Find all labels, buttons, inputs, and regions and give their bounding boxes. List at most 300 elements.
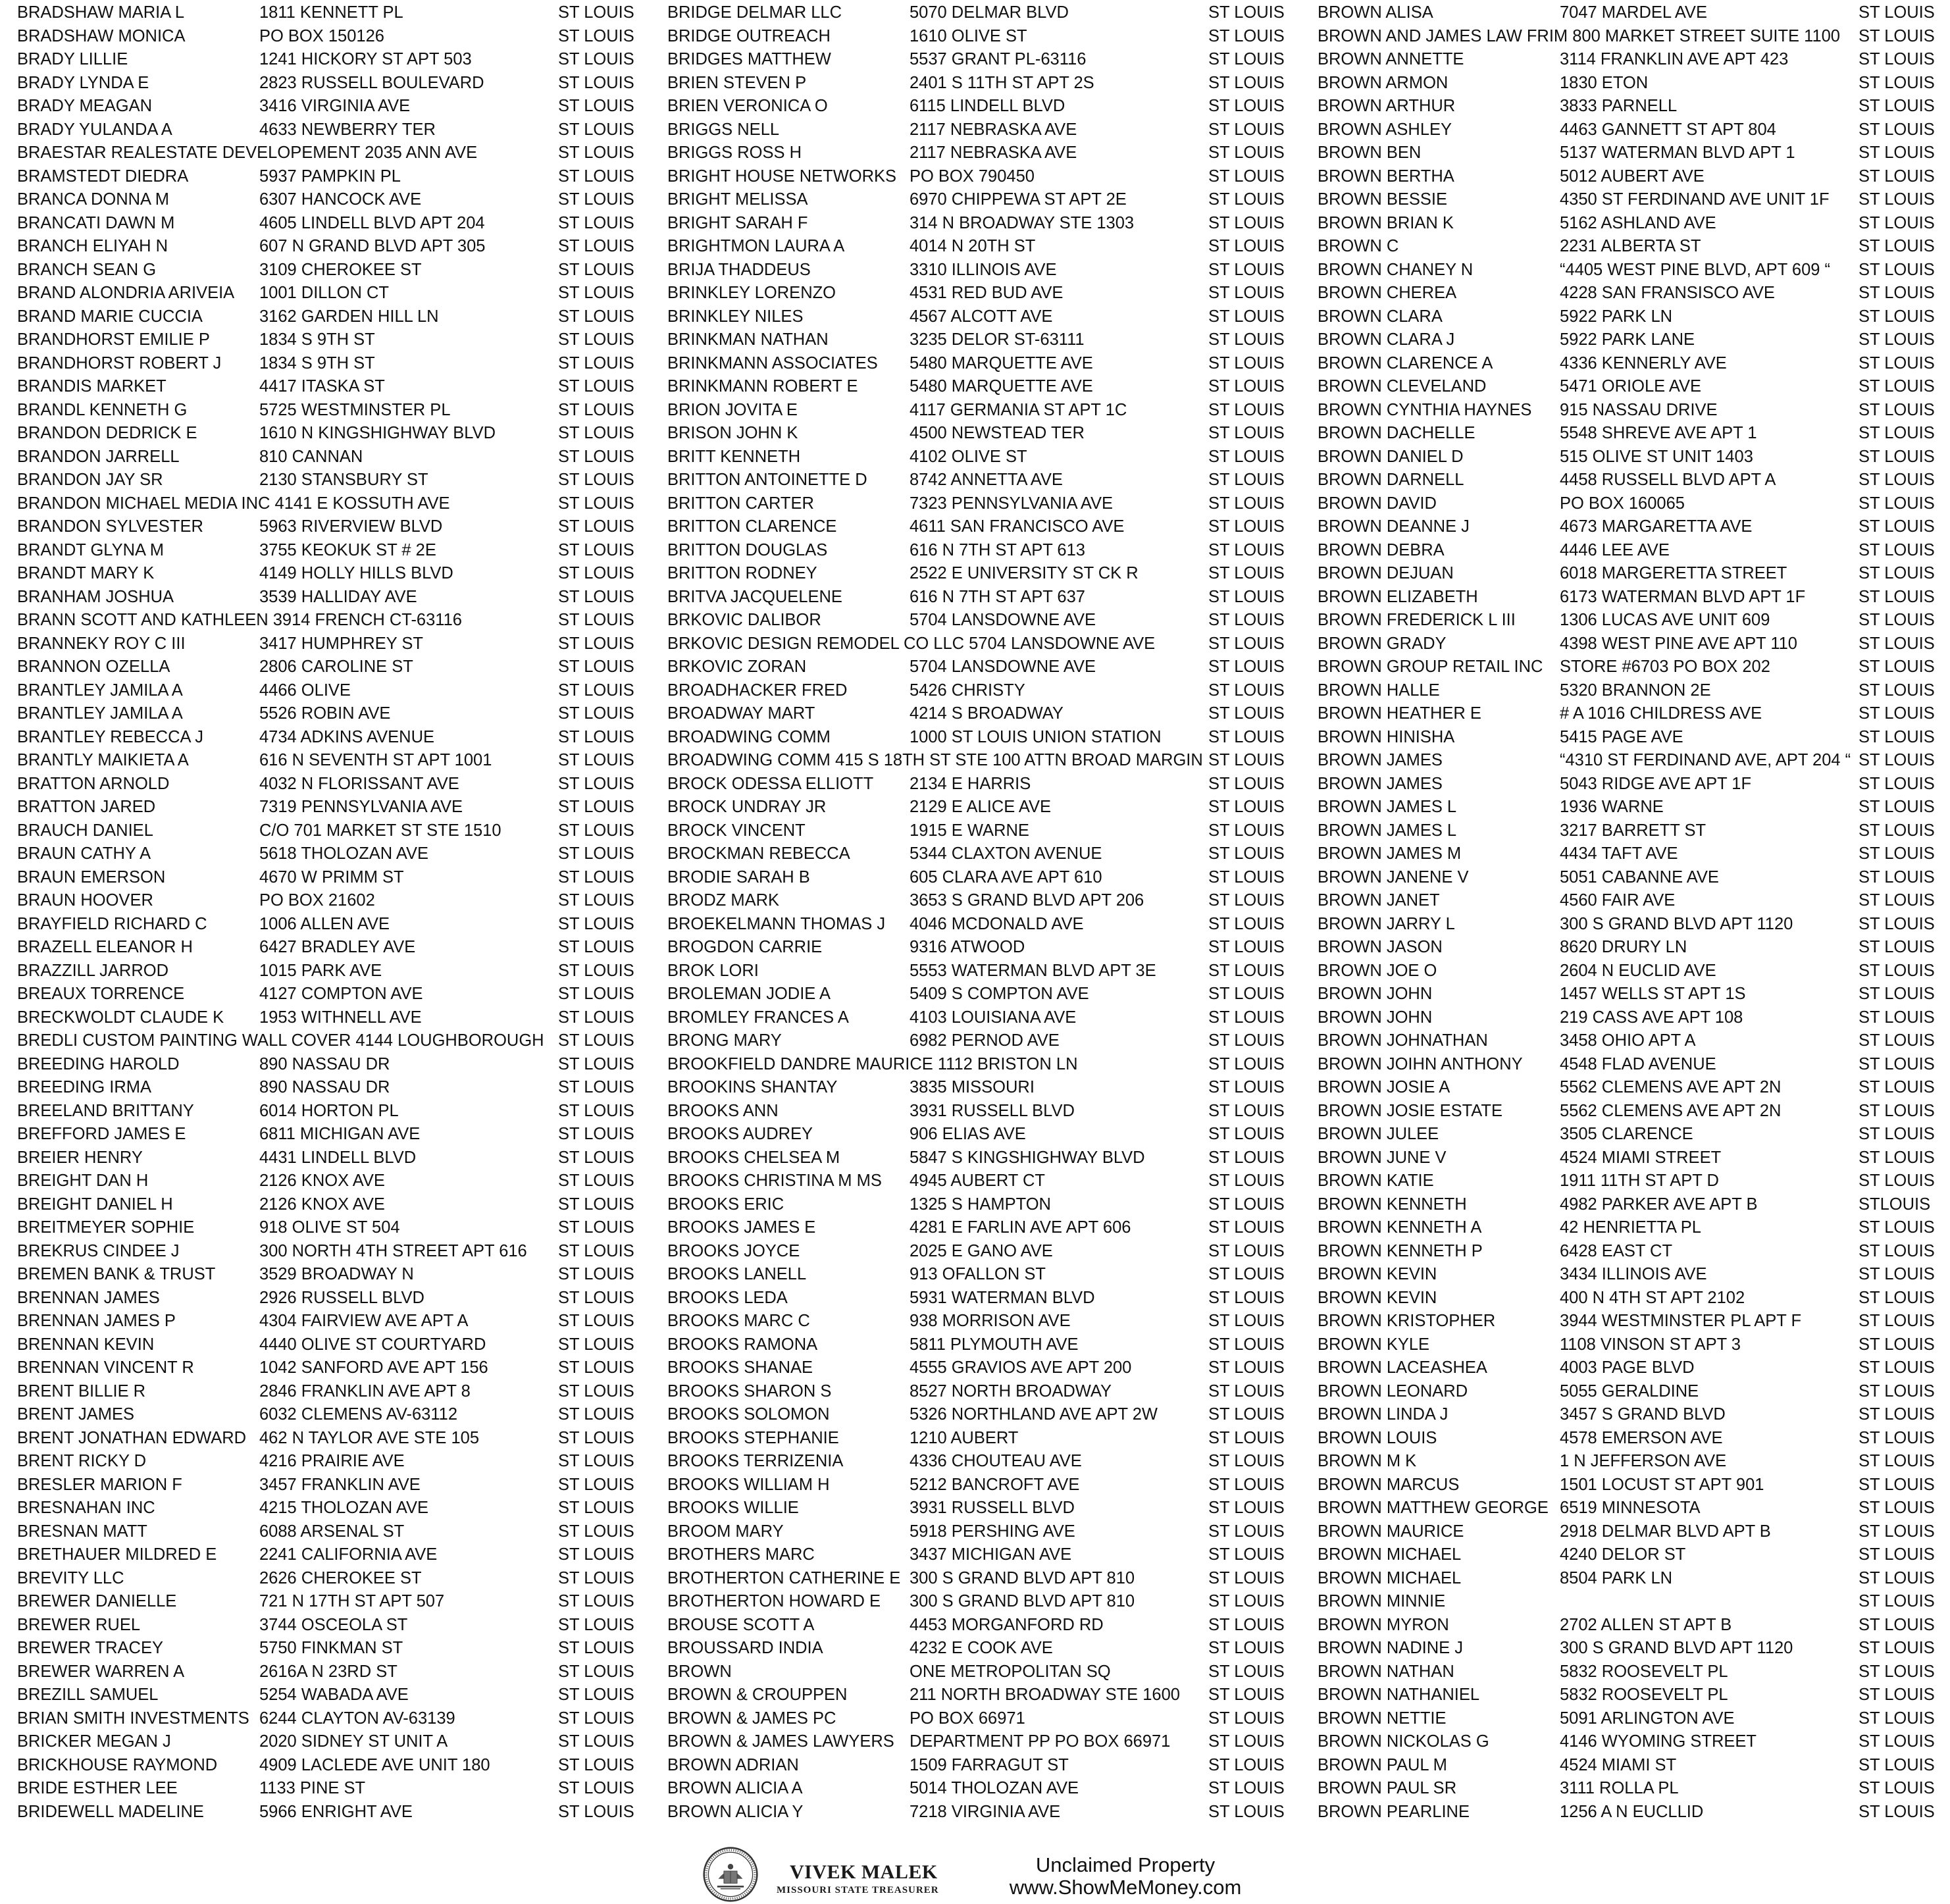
listing-row [667, 796, 1306, 819]
owner-address: 4431 LINDELL BLVD [259, 1148, 417, 1167]
owner-city: ST LOUIS [1208, 1171, 1285, 1190]
owner-city: ST LOUIS [1859, 1381, 1935, 1401]
owner-name: BROWN ALICIA Y [667, 1802, 804, 1821]
owner-address: 1610 OLIVE ST [910, 26, 1027, 45]
listing-row [17, 889, 655, 913]
listing-row [17, 1754, 655, 1778]
owner-city: ST LOUIS [1208, 914, 1285, 933]
owner-address: 5832 ROOSEVELT PL [1560, 1685, 1728, 1704]
listing-row [17, 1660, 655, 1684]
owner-city: ST LOUIS [1208, 634, 1285, 653]
owner-address: 2926 RUSSELL BLVD [259, 1288, 424, 1307]
owner-address: 5480 MARQUETTE AVE [910, 353, 1093, 373]
owner-address: 3458 OHIO APT A [1560, 1031, 1696, 1050]
owner-address: 6519 MINNESOTA [1560, 1499, 1701, 1517]
listing-row [1318, 1567, 1950, 1591]
listing-row [667, 866, 1306, 890]
owner-address: 2117 NEBRASKA AVE [910, 143, 1077, 162]
owner-name: BROWN JULEE [1318, 1125, 1439, 1143]
owner-name: BRANDT GLYNA M [17, 540, 164, 559]
owner-address: 5966 ENRIGHT AVE [259, 1802, 413, 1821]
owner-name: BRANDIS MARKET [17, 377, 167, 396]
page-footer [0, 1843, 1950, 1904]
owner-city: ST LOUIS [558, 1008, 634, 1027]
listing-row [1318, 142, 1950, 165]
owner-city: ST LOUIS [1208, 704, 1285, 723]
owner-city: ST LOUIS [1208, 1592, 1285, 1610]
owner-name: BRKOVIC DALIBOR [667, 611, 821, 629]
owner-city: ST LOUIS [1208, 424, 1285, 442]
owner-name: BRAZELL ELEANOR H [17, 938, 193, 956]
listing-row [667, 1029, 1306, 1053]
owner-address: 4500 NEWSTEAD TER [910, 424, 1085, 442]
owner-name: BROLEMAN JODIE A [667, 985, 831, 1003]
owner-city: ST LOUIS [1859, 1171, 1935, 1190]
owner-city: ST LOUIS [558, 821, 634, 840]
listing-row [667, 1730, 1306, 1754]
owner-city: ST LOUIS [558, 1078, 634, 1096]
owner-name: BROWN CLARA J [1318, 330, 1455, 349]
owner-city: ST LOUIS [1859, 587, 1935, 606]
owner-name: BRESNAN MATT [17, 1522, 147, 1541]
owner-city: ST LOUIS [1208, 821, 1285, 840]
listing-row [1318, 118, 1950, 142]
owner-name: BROWN JANENE V [1318, 867, 1469, 887]
owner-name: BRAUN EMERSON [17, 867, 166, 887]
listing-row [1318, 936, 1950, 960]
owner-address: 5012 AUBERT AVE [1560, 167, 1705, 186]
owner-city: ST LOUIS [1859, 1241, 1935, 1260]
owner-name: BRIDEWELL MADELINE [17, 1802, 204, 1821]
owner-city: ST LOUIS [1859, 307, 1935, 326]
owner-city: ST LOUIS [1859, 26, 1935, 45]
listing-row [17, 95, 655, 118]
owner-city: ST LOUIS [1859, 1475, 1935, 1494]
listing-row [1318, 632, 1950, 656]
owner-city: ST LOUIS [1859, 1685, 1935, 1704]
listing-row [667, 1637, 1306, 1660]
owner-name: BROWN BESSIE [1318, 190, 1447, 209]
owner-city: ST LOUIS [1859, 727, 1935, 746]
owner-city: ST LOUIS [558, 704, 634, 723]
owner-address: 4216 PRAIRIE AVE [259, 1452, 405, 1470]
owner-city: ST LOUIS [558, 1732, 634, 1751]
listing-row [667, 446, 1306, 469]
program-website-link[interactable]: www.ShowMeMoney.com [1009, 1876, 1242, 1899]
owner-address: 5344 CLAXTON AVENUE [910, 844, 1102, 863]
listing-row [1318, 1100, 1950, 1123]
owner-city: ST LOUIS [558, 1405, 634, 1424]
owner-address: 8742 ANNETTA AVE [910, 471, 1063, 489]
owner-name: BRECKWOLDT CLAUDE K [17, 1008, 224, 1027]
owner-address: 42 HENRIETTA PL [1560, 1218, 1701, 1237]
listing-row [667, 1146, 1306, 1170]
owner-city: ST LOUIS [1208, 1078, 1285, 1096]
owner-name: BRANNON OZELLA [17, 657, 170, 676]
owner-city: ST LOUIS [1208, 167, 1285, 186]
owner-name: BROWN CHANEY N [1318, 260, 1474, 279]
owner-address: 890 NASSAU DR [259, 1078, 390, 1096]
owner-address: 906 ELIAS AVE [910, 1125, 1026, 1143]
owner-name: BREDLI CUSTOM PAINTING WALL COVER 4144 LOUGHBOROUGH [17, 1031, 544, 1050]
owner-address: 4215 THOLOZAN AVE [259, 1499, 429, 1517]
listing-row [1318, 1076, 1950, 1100]
owner-name: BROWN JOHNATHAN [1318, 1031, 1488, 1050]
owner-address: 2126 KNOX AVE [259, 1195, 385, 1214]
owner-city: ST LOUIS [1859, 1639, 1935, 1657]
owner-address: 4548 FLAD AVENUE [1560, 1054, 1716, 1073]
owner-address: 8527 NORTH BROADWAY [910, 1381, 1112, 1401]
owner-address: 314 N BROADWAY STE 1303 [910, 213, 1135, 232]
owner-address: 3111 ROLLA PL [1560, 1779, 1679, 1797]
owner-address: 890 NASSAU DR [259, 1054, 390, 1073]
listing-row [1318, 539, 1950, 563]
listing-column [1318, 1, 1950, 1824]
owner-city: ST LOUIS [558, 494, 634, 513]
owner-address: DEPARTMENT PP PO BOX 66971 [910, 1732, 1171, 1751]
owner-city: ST LOUIS [1208, 447, 1285, 466]
listing-row [17, 1333, 655, 1357]
listing-row [17, 305, 655, 329]
owner-name: BROWN & CROUPPEN [667, 1685, 848, 1704]
listing-row [667, 1380, 1306, 1404]
owner-address: 2604 N EUCLID AVE [1560, 961, 1716, 980]
owner-name: BRISON JOHN K [667, 424, 798, 442]
owner-city: ST LOUIS [1208, 143, 1285, 162]
owner-address: 1834 S 9TH ST [259, 330, 375, 349]
owner-name: BROWN JAMES [1318, 751, 1443, 769]
owner-address: 605 CLARA AVE APT 610 [910, 867, 1102, 887]
owner-city: ST LOUIS [1859, 1452, 1935, 1470]
owner-address: 3235 DELOR ST-63111 [910, 330, 1085, 349]
owner-address: 5014 THOLOZAN AVE [910, 1779, 1079, 1797]
owner-address: 1834 S 9TH ST [259, 353, 375, 373]
owner-name: BROOKS CHRISTINA M MS [667, 1171, 882, 1190]
owner-city: ST LOUIS [558, 400, 634, 419]
owner-city: ST LOUIS [1208, 517, 1285, 536]
owner-city: ST LOUIS [558, 1312, 634, 1330]
owner-name: BRANTLEY JAMILA A [17, 681, 183, 700]
owner-address: 5548 SHREVE AVE APT 1 [1560, 424, 1757, 442]
listing-row [667, 1754, 1306, 1778]
owner-address: 4453 MORGANFORD RD [910, 1615, 1104, 1634]
listing-row [1318, 72, 1950, 95]
owner-name: BRITTON DOUGLAS [667, 540, 828, 559]
owner-city: ST LOUIS [1859, 447, 1935, 466]
listing-row [17, 1287, 655, 1310]
owner-name: BRANTLY MAIKIETA A [17, 751, 189, 769]
owner-city: ST LOUIS [1859, 1265, 1935, 1283]
owner-address: 3109 CHEROKEE ST [259, 260, 422, 279]
owner-city: ST LOUIS [558, 120, 634, 139]
listing-row [667, 726, 1306, 750]
listing-row [1318, 492, 1950, 516]
listing-row [17, 819, 655, 843]
owner-address: 616 N 7TH ST APT 613 [910, 540, 1085, 559]
owner-city: ST LOUIS [1208, 867, 1285, 887]
owner-name: BRATTON ARNOLD [17, 774, 170, 793]
owner-name: BRESLER MARION F [17, 1475, 182, 1494]
listing-row [1318, 983, 1950, 1006]
owner-name: BROOKS MARC C [667, 1312, 810, 1330]
owner-name: BROWN MINNIE [1318, 1592, 1446, 1610]
owner-city: ST LOUIS [1208, 400, 1285, 419]
listing-row [667, 212, 1306, 236]
owner-name: BROWN KATIE [1318, 1171, 1434, 1190]
owner-city: ST LOUIS [558, 914, 634, 933]
owner-address: 4281 E FARLIN AVE APT 606 [910, 1218, 1131, 1237]
owner-address: 4127 COMPTON AVE [259, 985, 423, 1003]
owner-address: 1006 ALLEN AVE [259, 914, 390, 933]
owner-address: 4982 PARKER AVE APT B [1560, 1195, 1758, 1214]
owner-address: 4555 GRAVIOS AVE APT 200 [910, 1358, 1132, 1377]
owner-address: 2025 E GANO AVE [910, 1241, 1053, 1260]
listing-row [667, 1263, 1306, 1287]
owner-address: 915 NASSAU DRIVE [1560, 400, 1718, 419]
owner-city: ST LOUIS [558, 1568, 634, 1587]
owner-name: BRENNAN JAMES [17, 1288, 160, 1307]
owner-name: BRITTON CARTER [667, 494, 814, 513]
listing-row [1318, 1403, 1950, 1427]
owner-city: ST LOUIS [558, 1031, 634, 1050]
listing-row [17, 936, 655, 960]
listing-row [667, 1193, 1306, 1217]
listing-row [1318, 1543, 1950, 1567]
listing-row [1318, 1707, 1950, 1731]
owner-name: BREVITY LLC [17, 1568, 124, 1587]
owner-city: ST LOUIS [1208, 681, 1285, 700]
owner-address: 3539 HALLIDAY AVE [259, 587, 417, 606]
owner-address: 4232 E COOK AVE [910, 1639, 1053, 1657]
owner-address: 4560 FAIR AVE [1560, 891, 1676, 910]
owner-address: 2846 FRANKLIN AVE APT 8 [259, 1381, 471, 1401]
owner-city: ST LOUIS [1208, 1008, 1285, 1027]
owner-city: ST LOUIS [1859, 844, 1935, 863]
owner-city: ST LOUIS [1859, 353, 1935, 373]
owner-name: BRATTON JARED [17, 798, 156, 816]
owner-name: BROUSE SCOTT A [667, 1615, 815, 1634]
owner-name: BRANTLEY JAMILA A [17, 704, 183, 723]
listing-row [1318, 48, 1950, 72]
owner-address: 1610 N KINGSHIGHWAY BLVD [259, 424, 496, 442]
owner-name: BRODZ MARK [667, 891, 780, 910]
owner-address: 4149 HOLLY HILLS BLVD [259, 564, 453, 582]
owner-address: “4310 ST FERDINAND AVE, APT 204 “ [1560, 751, 1851, 769]
owner-city: ST LOUIS [1859, 1405, 1935, 1424]
listing-row [667, 1287, 1306, 1310]
listing-row [1318, 656, 1950, 679]
owner-name: BROWN JOE O [1318, 961, 1437, 980]
owner-name: BROOKS JOYCE [667, 1241, 800, 1260]
owner-name: BRANTLEY REBECCA J [17, 727, 203, 746]
owner-address: 3217 BARRETT ST [1560, 821, 1706, 840]
listing-row [1318, 1754, 1950, 1778]
owner-city: ST LOUIS [1208, 727, 1285, 746]
owner-name: BROMLEY FRANCES A [667, 1008, 849, 1027]
owner-address: 2918 DELMAR BLVD APT B [1560, 1522, 1771, 1541]
owner-city: ST LOUIS [558, 190, 634, 209]
owner-city: ST LOUIS [1208, 1031, 1285, 1050]
owner-name: BRANNEKY ROY C III [17, 634, 186, 653]
owner-address: 4909 LACLEDE AVE UNIT 180 [259, 1755, 490, 1774]
listing-row [667, 702, 1306, 726]
listing-row [17, 866, 655, 890]
owner-city: ST LOUIS [1208, 1802, 1285, 1821]
owner-name: BREWER RUEL [17, 1615, 141, 1634]
owner-address: 2401 S 11TH ST APT 2S [910, 73, 1094, 92]
owner-name: BROWN KEVIN [1318, 1288, 1437, 1307]
listing-row [667, 1590, 1306, 1614]
owner-city: STLOUIS [1859, 1195, 1931, 1214]
owner-city: ST LOUIS [558, 1709, 634, 1728]
owner-name: BROADHACKER FRED [667, 681, 848, 700]
listing-row [667, 983, 1306, 1006]
owner-name: BRICKER MEGAN J [17, 1732, 171, 1751]
owner-city: ST LOUIS [1859, 1288, 1935, 1307]
listing-row [667, 1707, 1306, 1731]
owner-name: BROWN & JAMES LAWYERS [667, 1732, 894, 1751]
listing-row [17, 446, 655, 469]
owner-name: BROWN CLEVELAND [1318, 377, 1487, 396]
owner-address: 8620 DRURY LN [1560, 938, 1687, 956]
owner-address: 6982 PERNOD AVE [910, 1031, 1060, 1050]
listing-row [667, 1333, 1306, 1357]
owner-name: BROWN C [1318, 237, 1399, 255]
owner-address: 938 MORRISON AVE [910, 1312, 1071, 1330]
owner-address: 810 CANNAN [259, 447, 363, 466]
owner-address: 5091 ARLINGTON AVE [1560, 1709, 1735, 1728]
listing-row [1318, 259, 1950, 282]
owner-address: 300 S GRAND BLVD APT 810 [910, 1592, 1135, 1610]
owner-city: ST LOUIS [1859, 798, 1935, 816]
listing-row [1318, 609, 1950, 632]
listing-row [667, 1567, 1306, 1591]
listing-row [1318, 422, 1950, 446]
owner-city: ST LOUIS [558, 284, 634, 302]
owner-city: ST LOUIS [558, 1779, 634, 1797]
listing-row [667, 305, 1306, 329]
owner-address: PO BOX 66971 [910, 1709, 1025, 1728]
owner-city: ST LOUIS [1859, 540, 1935, 559]
owner-address: 300 S GRAND BLVD APT 810 [910, 1568, 1135, 1587]
owner-city: ST LOUIS [1208, 1755, 1285, 1774]
owner-city: ST LOUIS [558, 1755, 634, 1774]
owner-city: ST LOUIS [1859, 213, 1935, 232]
owner-name: BREWER WARREN A [17, 1662, 185, 1681]
owner-name: BROTHERS MARC [667, 1545, 815, 1564]
owner-city: ST LOUIS [558, 611, 634, 629]
owner-city: ST LOUIS [558, 471, 634, 489]
owner-name: BROWN NATHAN [1318, 1662, 1454, 1681]
owner-address: 5212 BANCROFT AVE [910, 1475, 1080, 1494]
owner-city: ST LOUIS [1208, 73, 1285, 92]
listing-row [1318, 328, 1950, 352]
owner-city: ST LOUIS [1208, 798, 1285, 816]
listing-row [1318, 913, 1950, 937]
owner-name: BROWN BERTHA [1318, 167, 1454, 186]
owner-city: ST LOUIS [1859, 1335, 1935, 1354]
listing-row [667, 1, 1306, 25]
owner-name: BRKOVIC DESIGN REMODEL CO LLC 5704 LANSDOWNE AVE [667, 634, 1156, 653]
owner-name: BROOKS SOLOMON [667, 1405, 830, 1424]
owner-city: ST LOUIS [1208, 540, 1285, 559]
listing-row [1318, 1660, 1950, 1684]
owner-address: 6032 CLEMENS AV-63112 [259, 1405, 457, 1424]
owner-address: 3114 FRANKLIN AVE APT 423 [1560, 50, 1789, 68]
owner-name: BRION JOVITA E [667, 400, 798, 419]
owner-address: 7218 VIRGINIA AVE [910, 1802, 1061, 1821]
listing-row [1318, 1474, 1950, 1497]
owner-address: 2134 E HARRIS [910, 774, 1031, 793]
owner-city: ST LOUIS [1208, 1568, 1285, 1587]
owner-address: 5922 PARK LN [1560, 307, 1673, 326]
listing-row [1318, 1356, 1950, 1380]
owner-name: BRITTON ANTOINETTE D [667, 471, 867, 489]
listing-row [17, 656, 655, 679]
owner-address: 5480 MARQUETTE AVE [910, 377, 1093, 396]
owner-name: BROWN MATTHEW GEORGE [1318, 1499, 1549, 1517]
owner-city: ST LOUIS [1859, 143, 1935, 162]
owner-name: BREEDING HAROLD [17, 1054, 180, 1073]
owner-name: BROWN DANIEL D [1318, 447, 1464, 466]
owner-name: BROWN DAVID [1318, 494, 1437, 513]
owner-name: BRAUN HOOVER [17, 891, 153, 910]
owner-city: ST LOUIS [558, 1545, 634, 1564]
owner-name: BROWN CLARENCE A [1318, 353, 1493, 373]
owner-city: ST LOUIS [1208, 1709, 1285, 1728]
owner-name: BROCKMAN REBECCA [667, 844, 850, 863]
owner-city: ST LOUIS [1208, 1499, 1285, 1517]
owner-city: ST LOUIS [1208, 307, 1285, 326]
listing-row [667, 1777, 1306, 1801]
owner-name: BRIDGES MATTHEW [667, 50, 831, 68]
owner-city: ST LOUIS [558, 1475, 634, 1494]
listing-row [17, 1356, 655, 1380]
listing-row [667, 95, 1306, 118]
owner-city: ST LOUIS [558, 447, 634, 466]
owner-name: BROWN & JAMES PC [667, 1709, 836, 1728]
owner-address: 4458 RUSSELL BLVD APT A [1560, 471, 1776, 489]
owner-address: 4734 ADKINS AVENUE [259, 727, 434, 746]
owner-address: 4611 SAN FRANCISCO AVE [910, 517, 1125, 536]
owner-name: BRINKLEY NILES [667, 307, 804, 326]
listing-row [17, 72, 655, 95]
listing-row [667, 1543, 1306, 1567]
owner-city: ST LOUIS [1859, 681, 1935, 700]
owner-name: BROWN KENNETH A [1318, 1218, 1482, 1237]
owner-city: ST LOUIS [558, 564, 634, 582]
owner-name: BROOKS LANELL [667, 1265, 807, 1283]
listing-row [17, 749, 655, 773]
owner-city: ST LOUIS [1208, 1265, 1285, 1283]
owner-address: 3434 ILLINOIS AVE [1560, 1265, 1707, 1283]
owner-city: ST LOUIS [1859, 891, 1935, 910]
owner-address: 3653 S GRAND BLVD APT 206 [910, 891, 1144, 910]
owner-city: ST LOUIS [558, 634, 634, 653]
owner-city: ST LOUIS [558, 1101, 634, 1120]
owner-city: ST LOUIS [1208, 1312, 1285, 1330]
owner-name: BRITTON CLARENCE [667, 517, 837, 536]
owner-name: BROWN ARMON [1318, 73, 1449, 92]
listing-row [667, 1240, 1306, 1264]
owner-city: ST LOUIS [1859, 985, 1935, 1003]
owner-city: ST LOUIS [1208, 1381, 1285, 1401]
owner-address: 5409 S COMPTON AVE [910, 985, 1089, 1003]
owner-address: STORE #6703 PO BOX 202 [1560, 657, 1770, 676]
owner-name: BREFFORD JAMES E [17, 1125, 186, 1143]
owner-name: BROWN LOUIS [1318, 1428, 1437, 1447]
owner-city: ST LOUIS [1208, 611, 1285, 629]
